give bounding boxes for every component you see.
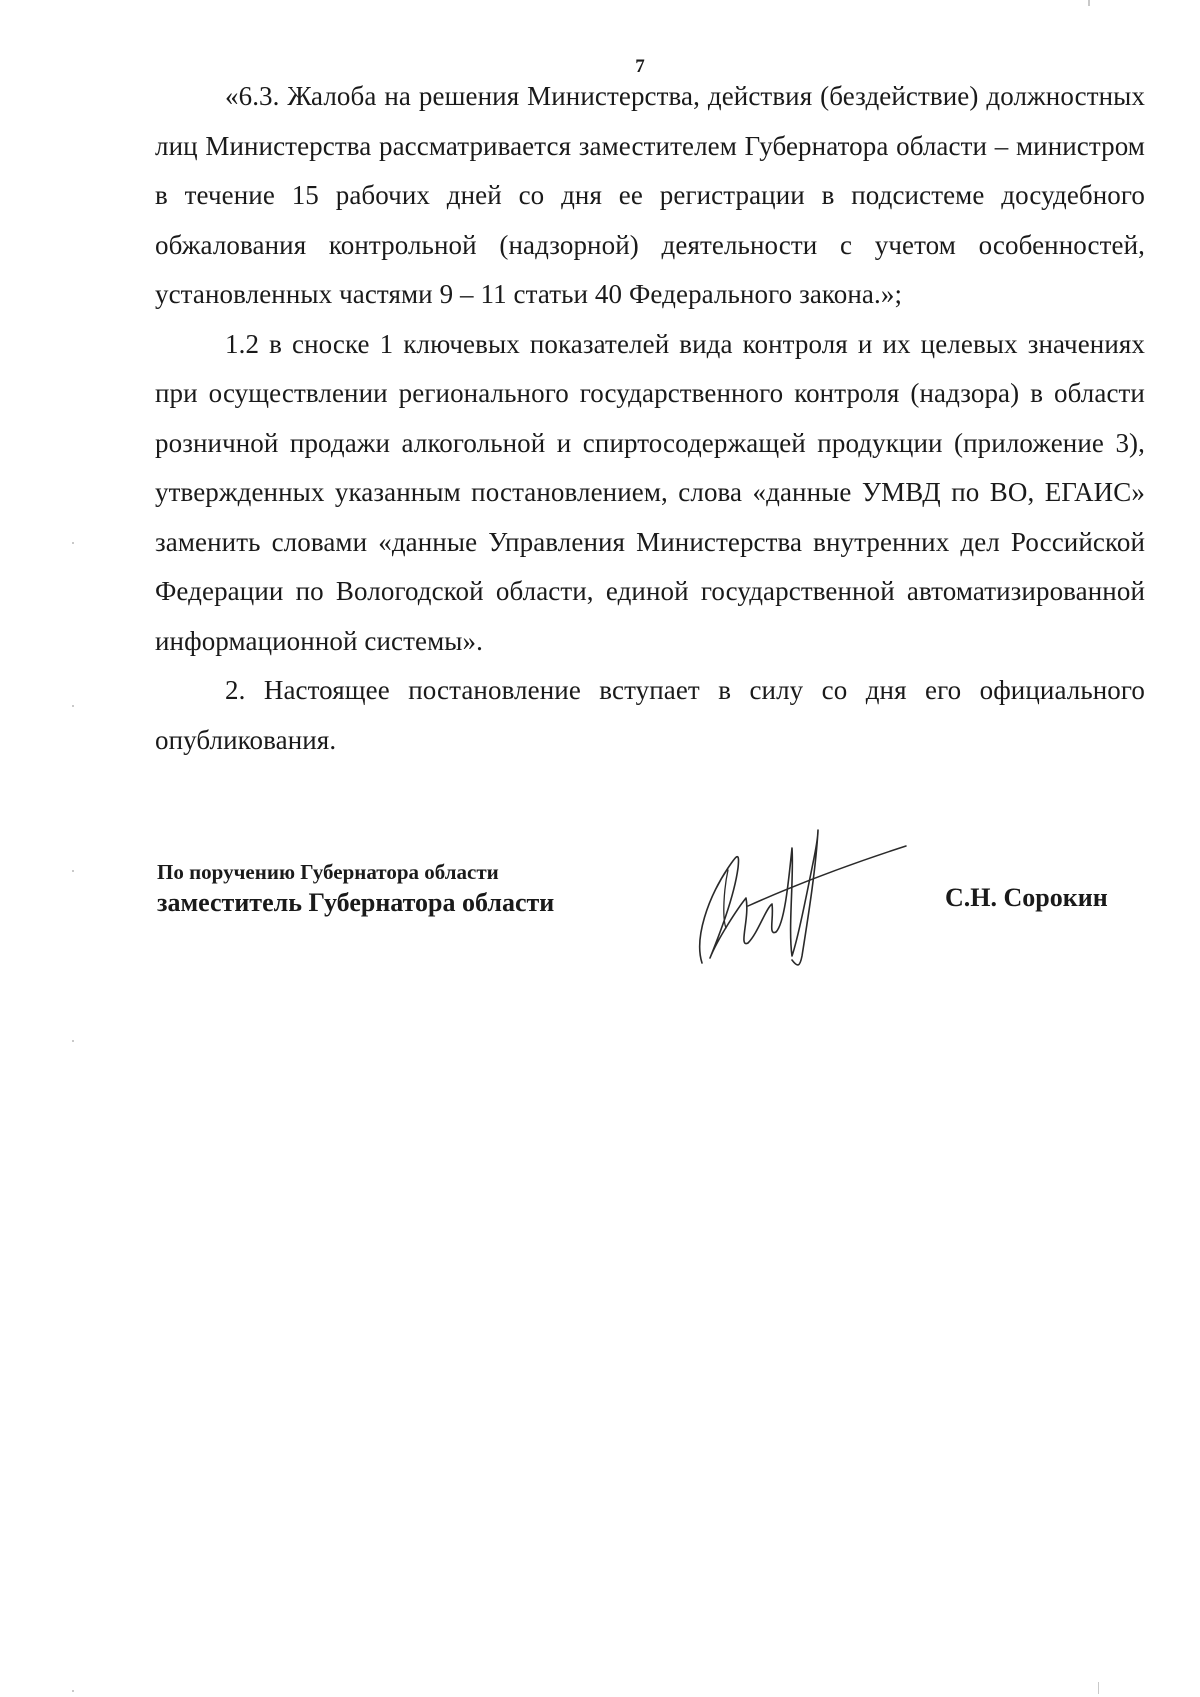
signatory-title-line: заместитель Губернатора области xyxy=(157,888,555,917)
handwritten-signature xyxy=(688,828,908,968)
document-body xyxy=(155,72,1145,765)
page-number: 7 xyxy=(635,56,645,77)
paragraph-complaint: «6.3. Жалоба на решения Министерства, действия (бездействие) должностных лиц Министерства рассматривается заместителем Губернатора области – министром в течение 15 рабочих дней со дня ее регистрации в подсистеме досудебного обжалования контрольной (надзорной) деятельности с учетом особенностей, установленных частями 9 – 11 статьи 40 Федерального закона.»; xyxy=(155,81,1145,309)
scan-dot xyxy=(72,705,74,707)
scan-mark-top xyxy=(1088,0,1090,6)
scan-dot xyxy=(72,870,74,872)
scan-mark-bottom xyxy=(1098,1682,1099,1694)
paragraph-entry-into-force: 2. Настоящее постановление вступает в силу со дня его официального опубликования. xyxy=(155,675,1145,755)
signatory-position xyxy=(157,858,554,920)
scan-dot xyxy=(72,1690,74,1692)
paragraph-footnote-amendment: 1.2 в сноске 1 ключевых показателей вида контроля и их целевых значениях при осуществлении регионального государственного контроля (надзора) в области розничной продажи алкогольной и спиртосодержащей продукции (приложение 3), утвержденных указанным постановлением, слова «данные УМВД по ВО, ЕГАИС» заменить словами «данные Управления Министерства внутренних дел Российской Федерации по Вологодской области, единой государственной автоматизированной информационной системы». xyxy=(155,328,1145,656)
scan-dot xyxy=(72,1040,74,1042)
scan-dot xyxy=(72,542,74,544)
signatory-name: С.Н. Сорокин xyxy=(945,883,1108,912)
signatory-authority-line: По поручению Губернатора области xyxy=(157,860,499,884)
